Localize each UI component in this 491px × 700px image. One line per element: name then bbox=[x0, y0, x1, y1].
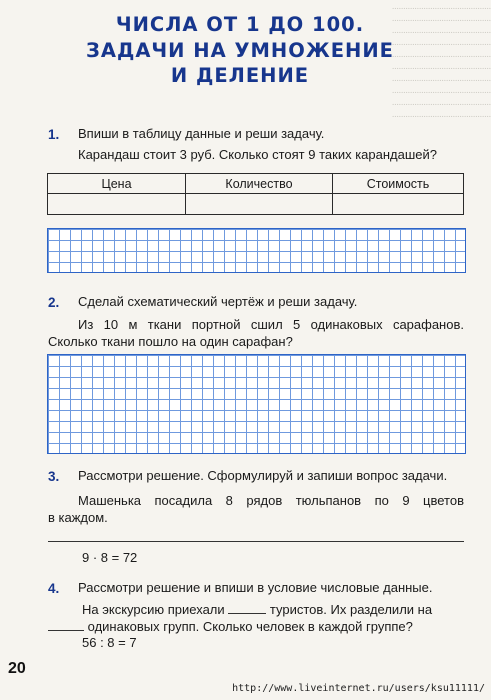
page-title-line-3: И ДЕЛЕНИЕ bbox=[170, 64, 310, 87]
task-3-problem-line-1: Машенька посадила 8 рядов тюльпанов по 9 цветов bbox=[78, 493, 464, 508]
show-through-text: ............................................ ............................................ ............................................ ............................................ ............................................ ............................................ ............................................ ............................................ ............................................ ............................................ bbox=[392, 1, 491, 119]
task-3-instruction: Рассмотри решение. Сформулируй и запиши вопрос задачи. bbox=[78, 468, 448, 483]
task-1-instruction: Впиши в таблицу данные и реши задачу. bbox=[78, 126, 325, 141]
task-4-line-2-end: одинаковых групп. Сколько человек в каждой группе? bbox=[87, 619, 413, 634]
task-3-number: 3. bbox=[48, 469, 60, 484]
page-title-line-1: ЧИСЛА ОТ 1 ДО 100. bbox=[115, 13, 365, 36]
task-2-instruction: Сделай схематический чертёж и реши задачу. bbox=[78, 294, 358, 309]
table-header-quantity: Количество bbox=[186, 174, 333, 194]
task-2-drawing-grid[interactable] bbox=[47, 354, 466, 454]
table-header-cost: Стоимость bbox=[333, 174, 463, 194]
table-cell-quantity[interactable] bbox=[186, 194, 333, 214]
task-2-problem-line-1: Из 10 м ткани портной сшил 5 одинаковых сарафанов. bbox=[78, 317, 464, 332]
page-title-line-2: ЗАДАЧИ НА УМНОЖЕНИЕ bbox=[86, 39, 394, 62]
task-4-blank-tourists[interactable] bbox=[228, 601, 266, 614]
task-4-number: 4. bbox=[48, 581, 60, 596]
task-3-answer-line[interactable] bbox=[48, 541, 464, 542]
task-3-problem-line-2: в каждом. bbox=[48, 510, 108, 525]
task-4-blank-groups[interactable] bbox=[48, 618, 84, 631]
task-2-number: 2. bbox=[48, 295, 60, 310]
task-4-instruction: Рассмотри решение и впиши в условие числовые данные. bbox=[78, 580, 433, 595]
task-1-table bbox=[47, 173, 464, 215]
task-1-answer-grid[interactable] bbox=[47, 228, 466, 273]
task-3-solution: 9 · 8 = 72 bbox=[82, 550, 138, 565]
task-1-number: 1. bbox=[48, 127, 60, 142]
page-number: 20 bbox=[8, 660, 26, 677]
task-4-line-1-start: На экскурсию приехали bbox=[82, 602, 225, 617]
table-cell-price[interactable] bbox=[48, 194, 186, 214]
task-4-solution: 56 : 8 = 7 bbox=[82, 635, 137, 650]
task-4-line-1-end: туристов. Их разделили на bbox=[269, 602, 433, 617]
footer-url: http://www.liveinternet.ru/users/ksu11111/ bbox=[232, 683, 485, 694]
task-1-problem: Карандаш стоит 3 руб. Сколько стоят 9 таких карандашей? bbox=[78, 147, 437, 162]
task-2-problem-line-2: Сколько ткани пошло на один сарафан? bbox=[48, 334, 293, 349]
task-4-line-1 bbox=[82, 601, 432, 619]
table-header-price: Цена bbox=[48, 174, 186, 194]
table-cell-cost[interactable] bbox=[333, 194, 463, 214]
